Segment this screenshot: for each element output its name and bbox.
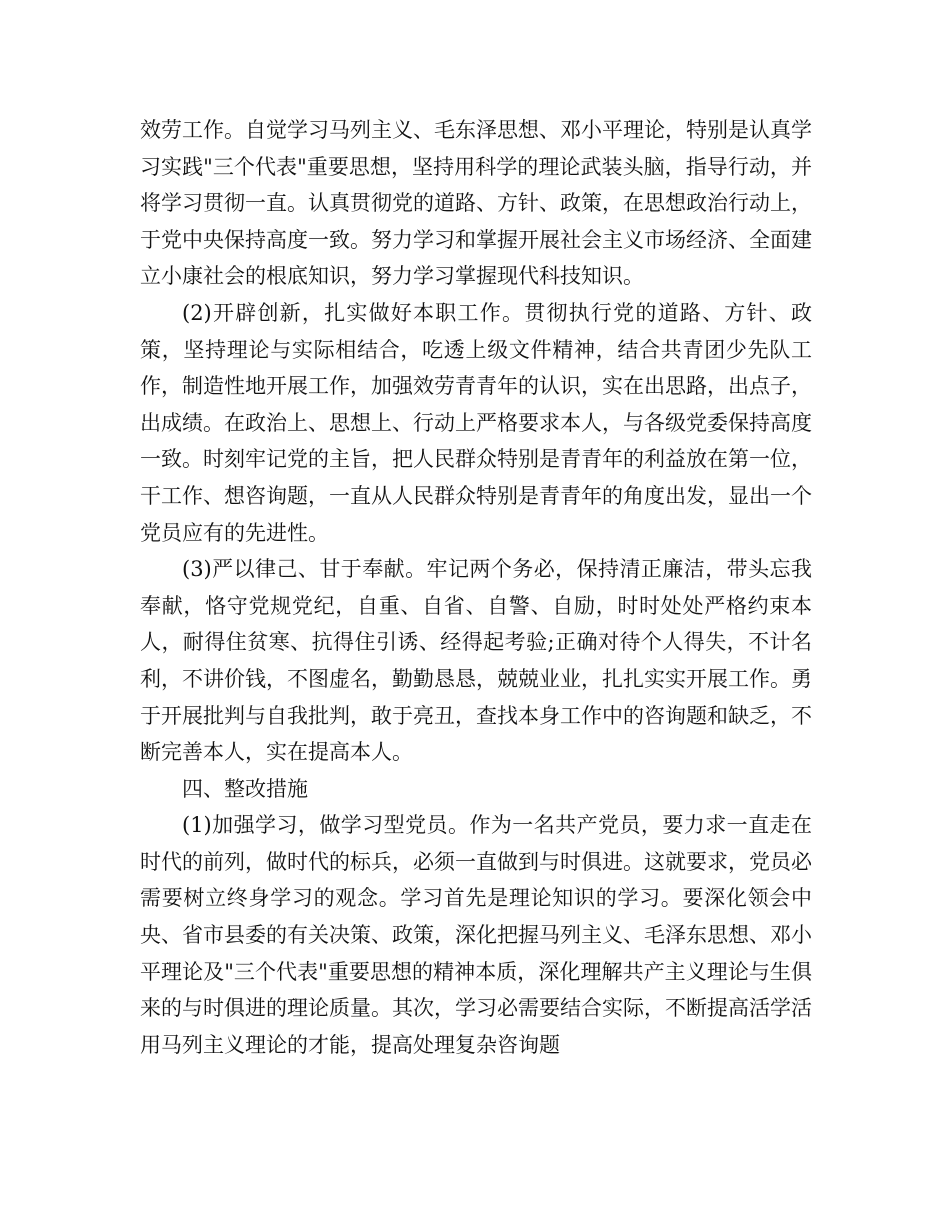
document-body bbox=[140, 112, 812, 1063]
section-heading-rectification: 四、整改措施 bbox=[182, 776, 308, 801]
paragraph-continuation: 效劳工作。自觉学习马列主义、毛东泽思想、邓小平理论，特别是认真学习实践"三个代表"重要思想，坚持用科学的理论武装头脑，指导行动，并将学习贯彻一直。认真贯彻党的道路、方针、政策，在思想政治行动上，于党中央保持高度一致。努力学习和掌握开展社会主义市场经济、全面建立小康社会的根底知识，努力学习掌握现代科技知识。 bbox=[140, 118, 812, 289]
paragraph-measure-1: (1)加强学习，做学习型党员。作为一名共产党员，要力求一直走在时代的前列，做时代的标兵，必须一直做到与时俱进。这就要求，党员必需要树立终身学习的观念。学习首先是理论知识的学习。要深化领会中央、省市县委的有关决策、政策，深化把握马列主义、毛泽东思想、邓小平理论及"三个代表"重要思想的精神本质，深化理解共产主义理论与生俱来的与时俱进的理论质量。其次，学习必需要结合实际，不断提高活学活用马列主义理论的才能，提高处理复杂咨询题 bbox=[140, 813, 812, 1057]
paragraph-item-3: (3)严以律己、甘于奉献。牢记两个务必，保持清正廉洁，带头忘我奉献，恪守党规党纪，自重、自省、自警、自励，时时处处严格约束本人，耐得住贫寒、抗得住引诱、经得起考验;正确对待个人得失，不计名利，不讲价钱，不图虚名，勤勤恳恳，兢兢业业，扎扎实实开展工作。勇于开展批判与自我批判，敢于亮丑，查找本身工作中的咨询题和缺乏，不断完善本人，实在提高本人。 bbox=[140, 557, 812, 765]
paragraph-item-2: (2)开辟创新，扎实做好本职工作。贯彻执行党的道路、方针、政策，坚持理论与实际相结合，吃透上级文件精神，结合共青团少先队工作，制造性地开展工作，加强效劳青青年的认识，实在出思路，出点子，出成绩。在政治上、思想上、行动上严格要求本人，与各级党委保持高度一致。时刻牢记党的主旨，把人民群众特别是青青年的利益放在第一位，干工作、想咨询题，一直从人民群众特别是青青年的角度出发，显出一个党员应有的先进性。 bbox=[140, 300, 812, 545]
